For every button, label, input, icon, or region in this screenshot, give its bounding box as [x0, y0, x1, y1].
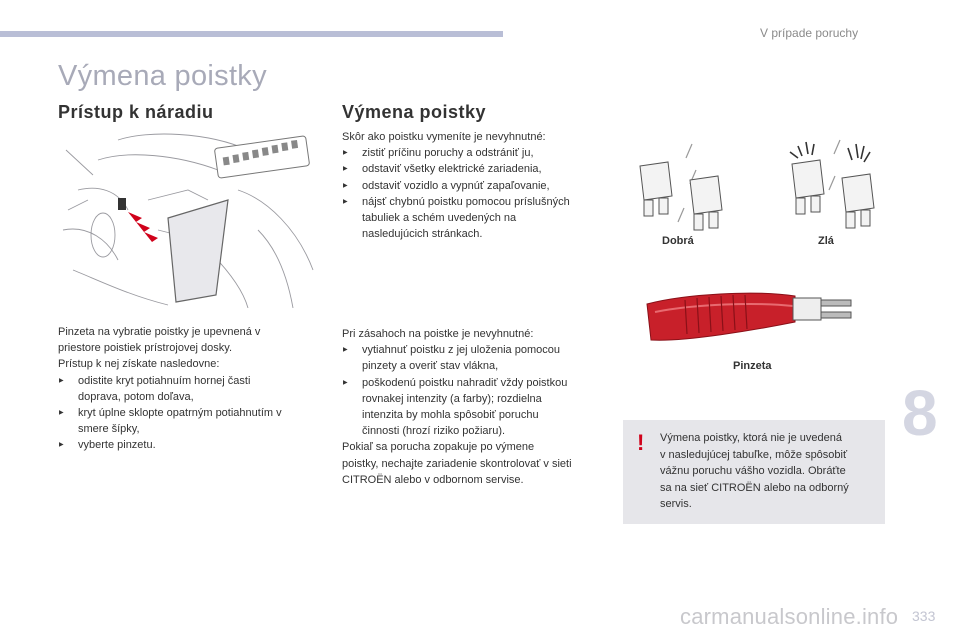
spark-lines — [790, 142, 870, 162]
cover-latch — [118, 198, 126, 210]
procedure-list — [342, 326, 612, 488]
motion-lines-bad — [829, 140, 840, 190]
chapter-number: 8 — [902, 377, 938, 449]
bad-fuse-1 — [792, 160, 824, 214]
precondition-item: ▶ nájsť chybnú poistku pomocou príslušných tabuliek a schém uvedených na nasledujúcich stránkach. — [342, 194, 612, 243]
closing-line: poistky, nechajte zariadenie skontrolovať v sieti — [342, 457, 572, 470]
dashboard-fusebox-illustration — [58, 130, 318, 308]
closing-line: Pokiaľ sa porucha zopakuje po výmene — [342, 441, 535, 454]
left-paragraph-line: priestore poistiek prístrojovej dosky. — [58, 342, 233, 355]
fuse-tweezer-illustration — [645, 282, 855, 354]
page-title: Výmena poistky — [58, 60, 267, 92]
preconditions-list — [342, 129, 612, 242]
left-paragraph-line: Prístup k nej získate nasledovne: — [58, 358, 220, 371]
direction-arrows — [128, 212, 158, 242]
procedure-item: ▶ vytiahnuť poistku z jej uloženia pomocou pinzety a overiť stav vlákna, — [342, 342, 612, 374]
good-fuse-2 — [690, 176, 722, 230]
preconditions-intro: Skôr ako poistku vymeníte je nevyhnutné: — [342, 131, 546, 143]
warning-box — [623, 420, 885, 524]
heading-tool-access: Prístup k náradiu — [58, 102, 214, 122]
top-decorative-bar — [0, 31, 503, 37]
fusebox-cover — [168, 200, 228, 302]
good-fuse-1 — [640, 162, 672, 216]
page-number: 333 — [912, 608, 936, 624]
fuse-good-bad-illustration — [630, 136, 880, 236]
label-bad-fuse: Zlá — [818, 235, 834, 247]
exclamation-icon: ! — [637, 430, 645, 455]
left-bullet: ▶ odistite kryt potiahnuím hornej časti doprava, potom doľava, — [58, 373, 328, 405]
precondition-item: ▶ odstaviť vozidlo a vypnúť zapaľovanie, — [342, 178, 612, 194]
watermark: carmanualsonline.info — [680, 604, 899, 629]
section-header: V prípade poruchy — [760, 26, 859, 40]
left-bullet: ▶ vyberte pinzetu. — [58, 437, 328, 453]
heading-fuse-replacement: Výmena poistky — [342, 102, 487, 122]
left-instructions — [58, 324, 328, 454]
bad-fuse-2 — [842, 174, 874, 228]
label-tweezer: Pinzeta — [733, 360, 772, 372]
procedure-item: ▶ poškodenú poistku nahradiť vždy poistkou rovnakej intenzity (a farby); rozdielna intenzita by mohla spôsobiť poruchu činnosti (hrozí riziko požiaru). — [342, 375, 612, 440]
closing-line: CITROËN alebo v odbornom servise. — [342, 473, 524, 486]
label-good-fuse: Dobrá — [662, 235, 694, 247]
warning-text: Výmena poistky, ktorá nie je uvedená v nasledujúcej tabuľke, môže spôsobiť vážnu poruchu vášho vozidla. Obráťte sa na sieť CITROËN alebo na odborný servis. — [660, 432, 849, 511]
precondition-item: ▶ odstaviť všetky elektrické zariadenia, — [342, 161, 612, 177]
precondition-item: ▶ zistiť príčinu poruchy a odstrániť ju, — [342, 145, 612, 161]
left-paragraph-line: Pinzeta na vybratie poistky je upevnená v — [58, 326, 261, 338]
procedure-intro: Pri zásahoch na poistke je nevyhnutné: — [342, 328, 534, 340]
left-bullet: ▶ kryt úplne sklopte opatrným potiahnutím v smere šípky, — [58, 405, 328, 437]
